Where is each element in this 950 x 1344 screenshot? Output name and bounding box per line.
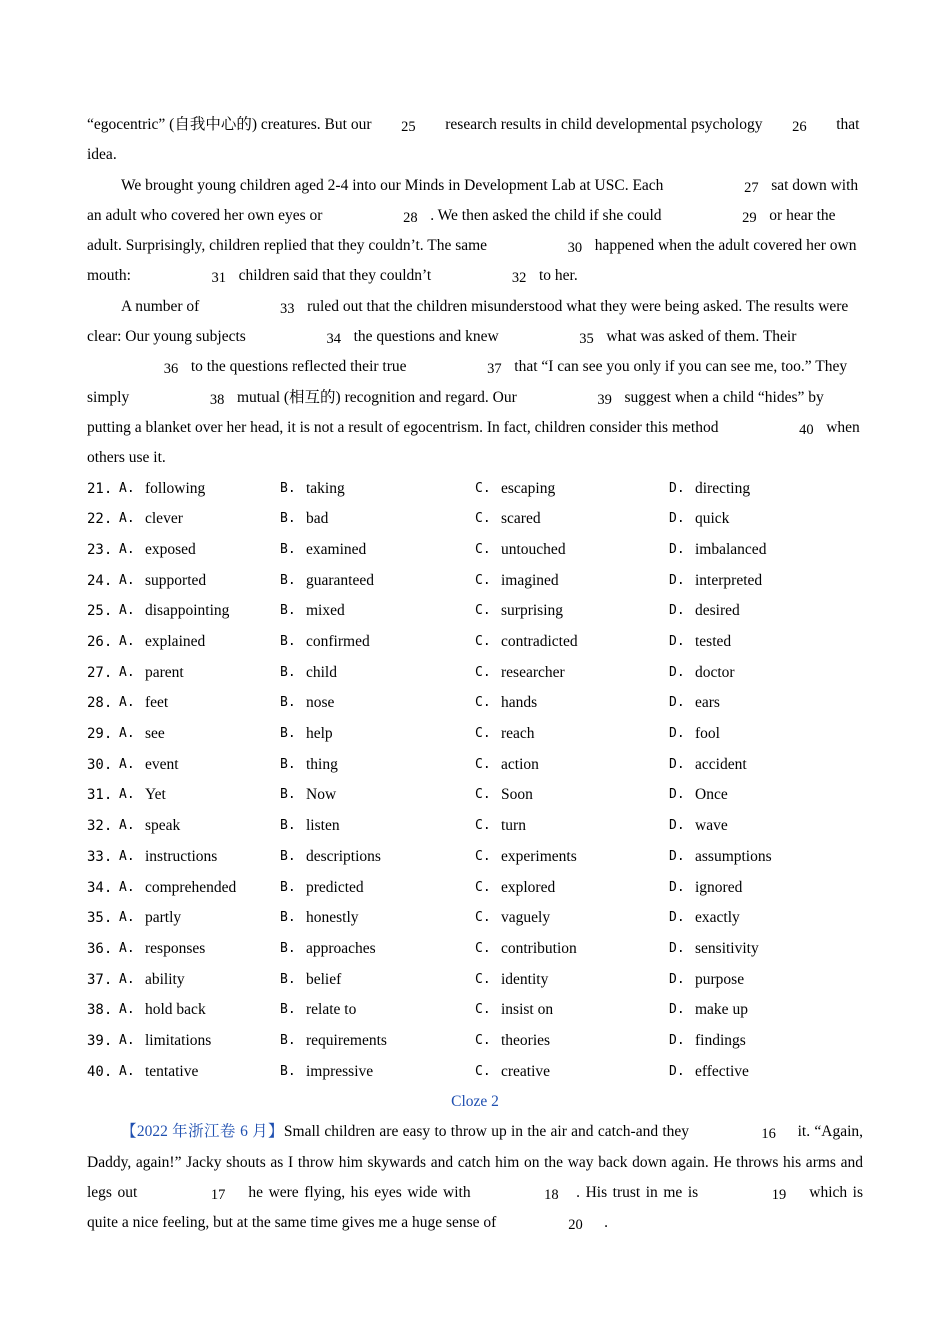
option-letter-a: A. [119,1032,135,1048]
question-number: 40. [87,1063,113,1080]
option-a[interactable]: partly [145,909,182,927]
option-letter-d: D. [669,603,685,619]
blank-39[interactable]: 39 [597,391,612,408]
blank-26[interactable]: 26 [792,119,807,135]
option-letter-d: D. [669,910,685,926]
question-number: 21. [87,480,113,497]
option-d[interactable]: doctor [695,663,735,681]
question-number: 24. [87,572,113,589]
option-letter-b: B. [280,603,296,619]
blank-33[interactable]: 33 [279,300,295,317]
option-letter-c: C. [475,756,491,772]
option-a[interactable]: following [145,479,206,497]
option-letter-b: B. [280,480,296,496]
option-c[interactable]: explored [501,878,556,896]
option-a[interactable]: see [145,725,165,743]
blank-17[interactable]: 17 [210,1186,226,1203]
option-letter-c: C. [475,910,491,926]
option-letter-b: B. [280,848,296,864]
option-letter-d: D. [669,634,685,649]
option-d[interactable]: make up [695,1001,748,1019]
option-letter-b: B. [280,664,296,680]
option-a[interactable]: feet [145,694,169,712]
option-letter-c: C. [475,695,491,711]
option-letter-b: B. [280,541,296,557]
question-number: 36. [87,940,113,957]
option-letter-d: D. [669,695,685,711]
option-b[interactable]: predicted [306,878,364,896]
option-b[interactable]: Now [306,786,337,804]
option-b[interactable]: relate to [306,1001,357,1019]
option-letter-b: B. [280,787,296,803]
option-letter-a: A. [119,879,135,895]
option-letter-c: C. [475,940,491,956]
blank-28[interactable]: 28 [403,209,418,226]
option-b[interactable]: nose [306,694,335,712]
option-a[interactable]: instructions [145,847,218,865]
passage-paragraph-2: We brought young children aged 2-4 into our Minds in Development Lab at USC. Each 27 sat down with an adult who covered her own eyes or 28 . We then asked the child if she could 29 or hear the adult. Surprisingly, children replied that they couldn’t. The same 30 happened when the adult covered her own mouth: 31 children said that they couldn’t 32 to her. [87,171,863,292]
option-b[interactable]: confirmed [306,633,370,650]
blank-32[interactable]: 32 [511,270,527,287]
blank-27[interactable]: 27 [744,179,759,196]
option-letter-d: D. [669,480,685,496]
option-d[interactable]: fool [695,725,720,743]
option-a[interactable]: Yet [145,786,166,804]
option-letter-d: D. [669,1002,685,1018]
option-a[interactable]: explained [145,633,206,650]
option-c[interactable]: escaping [501,479,556,497]
option-c[interactable]: insist on [501,1001,554,1019]
option-c[interactable]: scared [501,510,541,528]
option-d[interactable]: findings [695,1031,746,1049]
option-letter-d: D. [669,756,685,772]
option-a[interactable]: clever [145,510,183,528]
option-letter-b: B. [280,1002,296,1018]
option-letter-b: B. [280,940,296,956]
question-row [87,780,863,811]
option-letter-a: A. [119,572,135,588]
question-number: 25. [87,603,113,620]
blank-30[interactable]: 30 [567,240,583,257]
answer-options-list [87,474,863,1088]
option-a[interactable]: tentative [145,1062,199,1080]
option-b[interactable]: approaches [306,939,376,957]
option-c[interactable]: Soon [501,786,533,804]
option-letter-d: D. [669,1032,685,1048]
option-a[interactable]: parent [145,663,184,681]
option-letter-d: D. [669,664,685,680]
blank-35[interactable]: 35 [579,331,594,348]
question-row [87,535,863,566]
option-letter-d: D. [669,787,685,803]
option-letter-c: C. [475,480,491,496]
question-number: 28. [87,695,113,712]
option-letter-d: D. [669,879,685,895]
option-b[interactable]: bad [306,510,329,528]
option-letter-d: D. [669,1063,685,1079]
option-letter-a: A. [119,1063,135,1079]
blank-36[interactable]: 36 [163,361,179,378]
option-a[interactable]: limitations [145,1031,212,1049]
option-a[interactable]: speak [145,817,181,835]
option-letter-b: B. [280,634,296,649]
option-c[interactable]: vaguely [501,909,551,927]
question-row [87,1026,863,1057]
question-number: 32. [87,818,113,835]
option-letter-c: C. [475,634,491,649]
option-d[interactable]: tested [695,633,732,650]
option-letter-b: B. [280,1063,296,1079]
question-number: 37. [87,971,113,988]
option-c[interactable]: turn [501,817,526,835]
passage-paragraph-3: A number of 33 ruled out that the children misunderstood what they were being asked. The results were clear: Our young subjects 34 the questions and knew 35 what was asked of them. Their 36 to the questions reflected their true 37 that “I can see you only if you can see me, too.” They simply 38 mutual (相互的) recognition and regard. Our 39 suggest when a child “hides” by putting a blanket over her head, it is not a result of egocentrism. In fact, children consider this method 40 when others use it. [87,292,863,474]
question-number: 27. [87,664,113,681]
option-c[interactable]: surprising [501,602,563,620]
blank-38[interactable]: 38 [209,391,225,408]
option-c[interactable]: contribution [501,939,577,957]
question-number: 22. [87,511,113,528]
option-letter-c: C. [475,1002,491,1018]
option-letter-b: B. [280,1032,296,1048]
option-letter-d: D. [669,572,685,588]
option-letter-a: A. [119,480,135,496]
question-number: 34. [87,879,113,896]
option-letter-a: A. [119,695,135,711]
option-a[interactable]: exposed [145,540,196,558]
option-letter-a: A. [119,971,135,987]
option-letter-c: C. [475,572,491,588]
blank-20[interactable]: 20 [568,1217,583,1234]
question-number: 29. [87,726,113,743]
option-d[interactable]: assumptions [695,847,772,865]
question-number: 33. [87,848,113,865]
question-row [87,566,863,597]
option-d[interactable]: sensitivity [695,939,759,957]
option-letter-a: A. [119,848,135,864]
option-letter-d: D. [669,818,685,834]
question-row [87,474,863,505]
question-row [87,658,863,689]
option-letter-c: C. [475,879,491,895]
option-b[interactable]: child [306,663,337,681]
option-b[interactable]: help [306,725,333,743]
option-d[interactable]: Once [695,786,728,804]
question-row [87,750,863,781]
question-row [87,719,863,750]
option-letter-c: C. [475,971,491,987]
option-letter-c: C. [475,541,491,557]
option-c[interactable]: creative [501,1062,551,1080]
option-letter-c: C. [475,1063,491,1079]
option-letter-a: A. [119,634,135,649]
question-number: 31. [87,787,113,804]
blank-40[interactable]: 40 [799,421,814,438]
question-number: 39. [87,1032,113,1049]
option-d[interactable]: exactly [695,909,740,927]
question-number: 35. [87,910,113,927]
option-d[interactable]: wave [695,817,728,835]
option-d[interactable]: desired [695,602,740,620]
option-letter-b: B. [280,511,296,527]
question-number: 30. [87,756,113,773]
option-letter-a: A. [119,541,135,557]
option-letter-c: C. [475,848,491,864]
option-b[interactable]: examined [306,540,367,558]
option-c[interactable]: reach [501,725,535,743]
option-letter-d: D. [669,940,685,956]
option-letter-b: B. [280,879,296,895]
option-letter-c: C. [475,1032,491,1048]
question-row [87,688,863,719]
question-row [87,1057,863,1088]
question-row [87,504,863,535]
option-d[interactable]: ignored [695,878,743,896]
option-c[interactable]: untouched [501,540,566,558]
option-letter-a: A. [119,603,135,619]
option-c[interactable]: theories [501,1031,551,1049]
option-letter-b: B. [280,726,296,742]
cloze-2-paragraph: 【2022 年浙江卷 6 月】Small children are easy to throw up in the air and catch-and they 16 it. “Again, Daddy, again!” Jacky shouts as I throw him skywards and catch him on the way back down again. He throws his arms and legs out 17 he were flying, his eyes wide with 18 . His trust in me is 19 which is quite a nice feeling, but at the same time gives me a huge sense of 20 . [87,1117,863,1238]
option-letter-d: D. [669,726,685,742]
blank-19[interactable]: 19 [771,1186,787,1203]
option-a[interactable]: responses [145,939,206,957]
option-c[interactable]: experiments [501,847,577,865]
option-c[interactable]: action [501,755,539,773]
option-letter-c: C. [475,603,491,619]
option-c[interactable]: contradicted [501,633,578,650]
option-d[interactable]: imbalanced [695,540,767,558]
option-letter-a: A. [119,1002,135,1018]
option-a[interactable]: hold back [145,1001,206,1019]
option-d[interactable]: ears [695,694,720,712]
option-letter-b: B. [280,818,296,834]
blank-37[interactable]: 37 [487,361,502,378]
blank-18[interactable]: 18 [544,1186,559,1203]
option-letter-b: B. [280,572,296,588]
option-b[interactable]: guaranteed [306,571,374,589]
option-letter-a: A. [119,940,135,956]
question-row [87,965,863,996]
blank-16[interactable]: 16 [761,1126,776,1143]
option-b[interactable]: listen [306,817,340,835]
option-letter-d: D. [669,971,685,987]
option-b[interactable]: belief [306,970,342,988]
question-row [87,873,863,904]
option-letter-a: A. [119,756,135,772]
blank-31[interactable]: 31 [211,270,227,287]
option-letter-c: C. [475,787,491,803]
option-letter-b: B. [280,910,296,926]
option-letter-b: B. [280,756,296,772]
option-a[interactable]: ability [145,970,185,988]
option-a[interactable]: disappointing [145,602,230,620]
option-b[interactable]: impressive [306,1062,374,1080]
option-letter-d: D. [669,511,685,527]
option-letter-b: B. [280,971,296,987]
option-b[interactable]: requirements [306,1031,387,1049]
option-d[interactable]: directing [695,479,751,497]
question-row [87,842,863,873]
option-a[interactable]: comprehended [145,878,237,896]
source-tag: 【2022 年浙江卷 6 月】 [121,1123,284,1141]
option-letter-a: A. [119,726,135,742]
question-row [87,596,863,627]
question-row [87,811,863,842]
option-b[interactable]: taking [306,479,345,497]
option-letter-c: C. [475,818,491,834]
option-d[interactable]: accident [695,755,747,773]
option-letter-c: C. [475,511,491,527]
option-a[interactable]: supported [145,571,207,589]
option-d[interactable]: interpreted [695,571,763,589]
question-number: 26. [87,634,113,650]
blank-29[interactable]: 29 [742,209,757,226]
option-letter-a: A. [119,787,135,803]
option-letter-a: A. [119,511,135,527]
question-row [87,934,863,965]
option-letter-a: A. [119,664,135,680]
question-row [87,995,863,1026]
option-c[interactable]: identity [501,970,549,988]
option-b[interactable]: descriptions [306,847,381,865]
option-c[interactable]: imagined [501,571,559,589]
option-letter-d: D. [669,541,685,557]
option-letter-a: A. [119,818,135,834]
question-number: 23. [87,541,113,558]
option-letter-a: A. [119,910,135,926]
option-letter-d: D. [669,848,685,864]
question-row [87,627,863,658]
blank-25[interactable]: 25 [401,119,416,135]
option-d[interactable]: quick [695,510,730,528]
option-b[interactable]: mixed [306,602,345,620]
option-d[interactable]: effective [695,1062,749,1080]
option-c[interactable]: researcher [501,663,565,681]
option-letter-c: C. [475,726,491,742]
option-d[interactable]: purpose [695,970,745,988]
option-a[interactable]: event [145,755,179,773]
option-b[interactable]: honestly [306,909,359,927]
question-number: 38. [87,1002,113,1019]
question-row [87,903,863,934]
cloze-2-title: Cloze 2 [451,1093,499,1111]
option-letter-b: B. [280,695,296,711]
passage-paragraph-1: “egocentric” (自我中心的) creatures. But our 25 research results in child developmental psychology 26 that idea. [87,110,863,171]
document-page [87,110,863,1239]
option-b[interactable]: thing [306,755,338,773]
option-letter-c: C. [475,664,491,680]
option-c[interactable]: hands [501,694,538,712]
blank-34[interactable]: 34 [326,331,341,348]
